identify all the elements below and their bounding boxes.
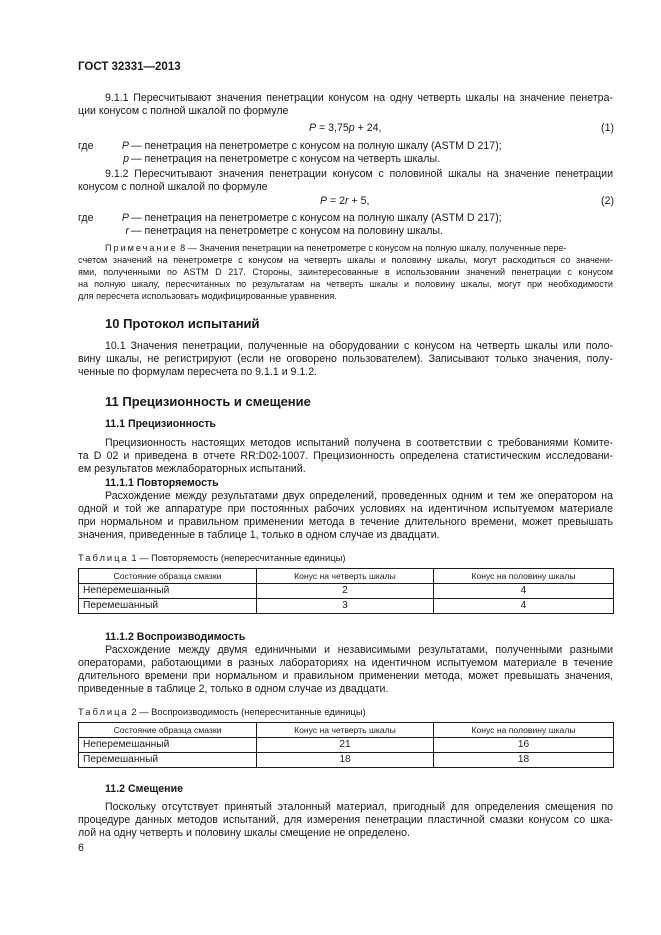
table-header-row bbox=[79, 723, 614, 738]
table-cell: 21 bbox=[257, 738, 434, 753]
note-label: Примечание bbox=[105, 243, 178, 253]
section-11-2-title: 11.2 Смещение bbox=[105, 783, 183, 795]
table-row bbox=[79, 599, 614, 614]
table-cell: 4 bbox=[434, 584, 614, 599]
s1111-line-1: Расхождение между результатами двух определений, проведенных одним и тем же оператором на bbox=[105, 490, 613, 502]
s1112-line-3: длительного времени при нормальном и правильном применении метода, может превышать значения, bbox=[78, 670, 613, 682]
document-header: ГОСТ 32331—2013 bbox=[78, 61, 181, 73]
table-cell: Перемешанный bbox=[79, 753, 257, 768]
s911-line-1: 9.1.1 Пересчитывают значения пенетрации конусом на одну четверть шкалы на значение пенетра- bbox=[105, 92, 613, 104]
s111-line-1: Прецизионность настоящих методов испытаний получена в соответствии с требованиями Комите- bbox=[105, 437, 613, 449]
definition-text: — пенетрация на пенетрометре с конусом на полную шкалу (ASTM D 217); bbox=[131, 140, 502, 152]
equation-number-1: (1) bbox=[601, 122, 614, 134]
symbol: p bbox=[123, 153, 129, 165]
s912-def-2 bbox=[78, 225, 443, 238]
symbol: P bbox=[121, 212, 129, 224]
column-header: Состояние образца смазки bbox=[79, 723, 257, 738]
table-caption-text: 2 — Воспроизводимость (непересчитанные единицы) bbox=[131, 706, 366, 717]
table-caption-label: Таблица bbox=[78, 706, 129, 717]
where-label: где bbox=[78, 140, 94, 152]
s1111-line-3: при нормальном и правильном применении метода в течение длительного времени, может превышать bbox=[78, 516, 613, 528]
table-row bbox=[79, 738, 614, 753]
column-header: Конус на четверть шкалы bbox=[257, 569, 434, 584]
s10-line-3: ченные по формулам пересчета по 9.1.1 и 9.1.2. bbox=[78, 366, 318, 378]
definition-text: — пенетрация на пенетрометре с конусом на половину шкалы. bbox=[131, 225, 443, 237]
table-cell: 18 bbox=[257, 753, 434, 768]
s1112-line-4: приведенные в таблице 2, только в одном случае из двадцати. bbox=[78, 683, 389, 695]
table-2 bbox=[78, 722, 614, 768]
section-11-1-1-title: 11.1.1 Повторяемость bbox=[105, 477, 219, 489]
symbol: P bbox=[121, 140, 129, 152]
table-cell: Неперемешанный bbox=[79, 584, 257, 599]
note-line-3: ями, полученными по ASTM D 217. Стороны, заинтересованные в использовании значений пенетрации с конусом bbox=[78, 267, 613, 277]
table-cell: 3 bbox=[257, 599, 434, 614]
s111-line-2: та D 02 и приведена в отчете RR:D02-1007. Прецизионность определена статистическим исследовани- bbox=[78, 450, 613, 462]
table-cell: Неперемешанный bbox=[79, 738, 257, 753]
s912-line-1: 9.1.2 Пересчитывают значения пенетрации конусом с половиной шкалы на значение пенетрации bbox=[105, 168, 613, 180]
table-row bbox=[79, 753, 614, 768]
s112-line-1: Поскольку отсутствует принятый эталонный материал, пригодный для определения смещения по bbox=[105, 801, 613, 813]
page-number: 6 bbox=[78, 842, 84, 854]
table-caption-text: 1 — Повторяемость (непересчитанные единицы) bbox=[131, 552, 346, 563]
table-2-caption bbox=[78, 706, 366, 718]
equation-number-2: (2) bbox=[601, 195, 614, 207]
table-1-caption bbox=[78, 552, 345, 564]
note-line-1 bbox=[105, 242, 613, 254]
table-cell: 16 bbox=[434, 738, 614, 753]
table-header-row bbox=[79, 569, 614, 584]
table-caption-label: Таблица bbox=[78, 552, 129, 563]
note-line-4: на полную шкалу, пересчитанных по результатам на четверть шкалы и половину шкалы, могут при необходимости bbox=[78, 279, 613, 289]
column-header: Состояние образца смазки bbox=[79, 569, 257, 584]
s1112-line-2: операторами, работающими в разных лабораториях на идентичном испытуемом материале в течение bbox=[78, 657, 613, 669]
table-cell: 18 bbox=[434, 753, 614, 768]
column-header: Конус на половину шкалы bbox=[434, 723, 614, 738]
table-cell: 4 bbox=[434, 599, 614, 614]
section-11-1-2-title: 11.1.2 Воспроизводимость bbox=[105, 631, 246, 643]
section-11-title: 11 Прецизионность и смещение bbox=[105, 394, 311, 409]
where-label: где bbox=[78, 212, 94, 224]
definition-text: — пенетрация на пенетрометре с конусом на четверть шкалы. bbox=[131, 153, 441, 165]
column-header: Конус на половину шкалы bbox=[434, 569, 614, 584]
symbol: r bbox=[125, 225, 129, 237]
table-cell: Перемешанный bbox=[79, 599, 257, 614]
s1111-line-4: значения, приведенные в таблице 1, только в одном случае из двадцати. bbox=[78, 529, 440, 541]
note-line-2: счетом значений на пенетрометре с конусом на четверть шкалы и половину шкалы, могут расходиться со значени- bbox=[78, 255, 613, 265]
s911-def-2 bbox=[78, 153, 440, 166]
s911-def-1 bbox=[78, 140, 502, 153]
formula-2: P = 2r + 5, bbox=[320, 195, 370, 207]
formula-1: P = 3,75p + 24, bbox=[309, 122, 382, 134]
s912-def-1 bbox=[78, 212, 502, 225]
definition-text: — пенетрация на пенетрометре с конусом на полную шкалу (ASTM D 217); bbox=[131, 212, 502, 224]
table-row bbox=[79, 584, 614, 599]
table-cell: 2 bbox=[257, 584, 434, 599]
s112-line-2: процедуре данных методов испытаний, для измерения пенетрации пластичной смазки конусом со шка- bbox=[78, 814, 613, 826]
section-10-title: 10 Протокол испытаний bbox=[105, 316, 260, 331]
s912-line-2: конусом с полной шкалой по формуле bbox=[78, 181, 268, 193]
s112-line-3: лой на одну четверть и половину шкалы смещение не определено. bbox=[78, 827, 410, 839]
s111-line-3: ем результатов межлабораторных испытаний. bbox=[78, 463, 306, 475]
s1112-line-1: Расхождение между двумя единичными и независимыми результатами, полученными разными bbox=[105, 644, 613, 656]
note-text: 8 — Значения пенетрации на пенетрометре с конусом на полную шкалу, полученные пере- bbox=[180, 243, 567, 253]
section-11-1-title: 11.1 Прецизионность bbox=[105, 418, 216, 430]
s10-line-1: 10.1 Значения пенетрации, полученные на оборудовании с конусом на четверть шкалы или поло- bbox=[105, 340, 613, 352]
s10-line-2: вину шкалы, не регистрируют (если не оговорено пользователем). Записывают только значения, полу- bbox=[78, 353, 613, 365]
s1111-line-2: одной и той же аппаратуре при постоянных рабочих условиях на идентичном испытуемом материале bbox=[78, 503, 613, 515]
note-line-5: для пересчета использовать модифицированные уравнения. bbox=[78, 291, 337, 301]
table-1 bbox=[78, 568, 614, 614]
column-header: Конус на четверть шкалы bbox=[257, 723, 434, 738]
s911-line-2: ции конусом с полной шкалой по формуле bbox=[78, 105, 289, 117]
